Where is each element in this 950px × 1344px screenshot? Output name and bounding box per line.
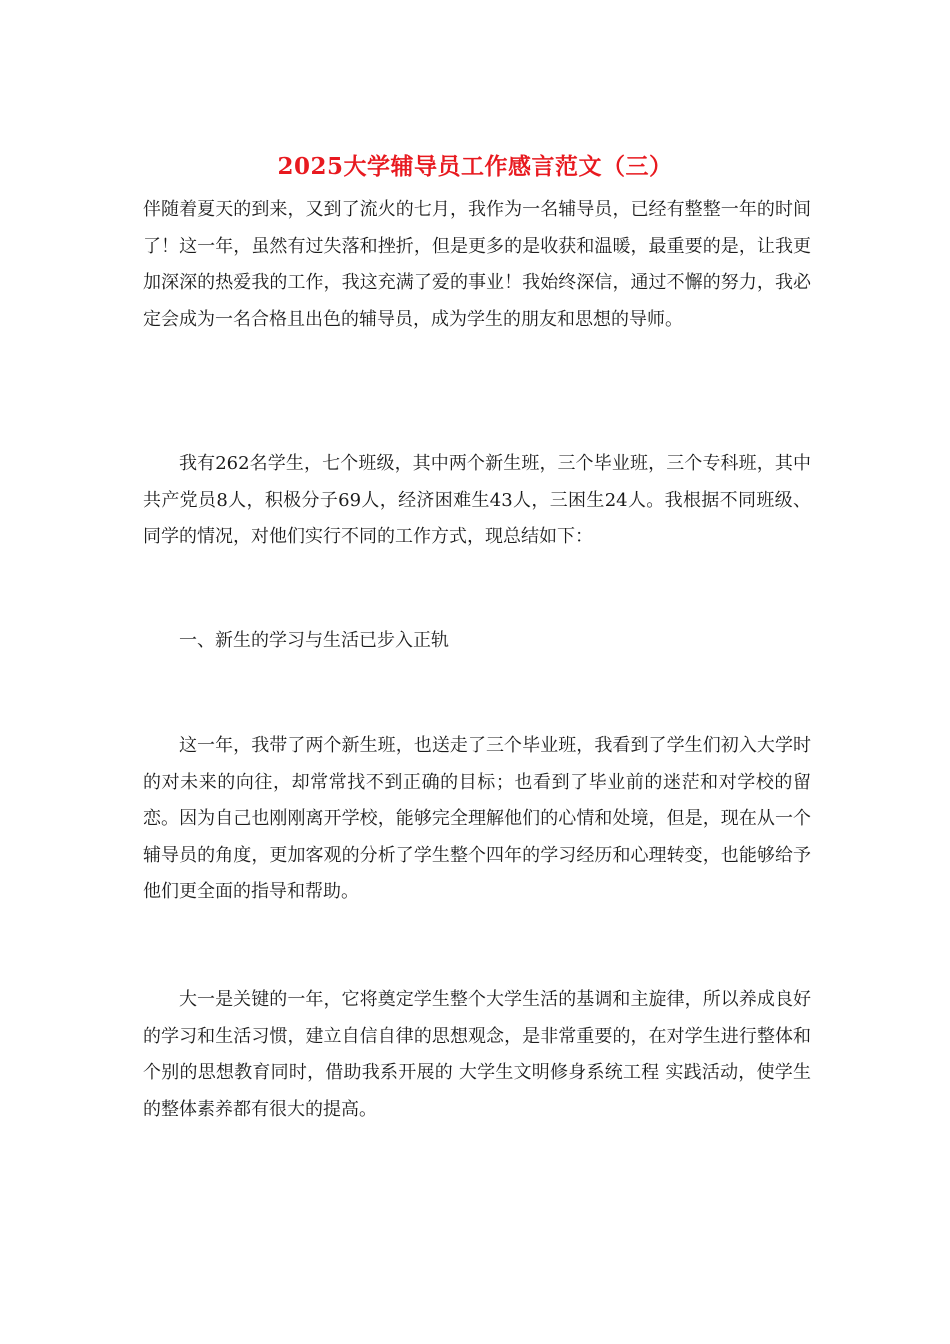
- paragraph-intro: 伴随着夏天的到来，又到了流火的七月，我作为一名辅导员，已经有整整一年的时间了！这一年，虽然有过失落和挫折，但是更多的是收获和温暖，最重要的是，让我更加深深的热爱我的工作，我这充满了爱的事业！我始终深信，通过不懈的努力，我必定会成为一名合格且出色的辅导员，成为学生的朋友和思想的导师。: [143, 199, 811, 330]
- paragraph-students: 我有262名学生，七个班级，其中两个新生班，三个毕业班，三个专科班，其中共产党员8人，积极分子69人，经济困难生43人，三困生24人。我根据不同班级、同学的情况，对他们实行不同的工作方式，现总结如下：: [143, 453, 811, 547]
- paragraph-new-students: 这一年，我带了两个新生班，也送走了三个毕业班，我看到了学生们初入大学时的对未来的向往，却常常找不到正确的目标；也看到了毕业前的迷茫和对学校的留恋。因为自己也刚刚离开学校，能够完全理解他们的心情和处境，但是，现在从一个辅导员的角度，更加客观的分析了学生整个四年的学习经历和心理转变，也能够给予他们更全面的指导和帮助。: [143, 735, 811, 902]
- document-title: 2025大学辅导员工作感言范文（三）: [277, 153, 673, 180]
- paragraph-freshman-year: 大一是关键的一年，它将奠定学生整个大学生活的基调和主旋律，所以养成良好的学习和生活习惯，建立自信自律的思想观念，是非常重要的，在对学生进行整体和个别的思想教育同时，借助我系开展的 大学生文明修身系统工程 实践活动，使学生的整体素养都有很大的提高。: [143, 989, 811, 1120]
- section-heading-1: 一、新生的学习与生活已步入正轨: [179, 630, 449, 651]
